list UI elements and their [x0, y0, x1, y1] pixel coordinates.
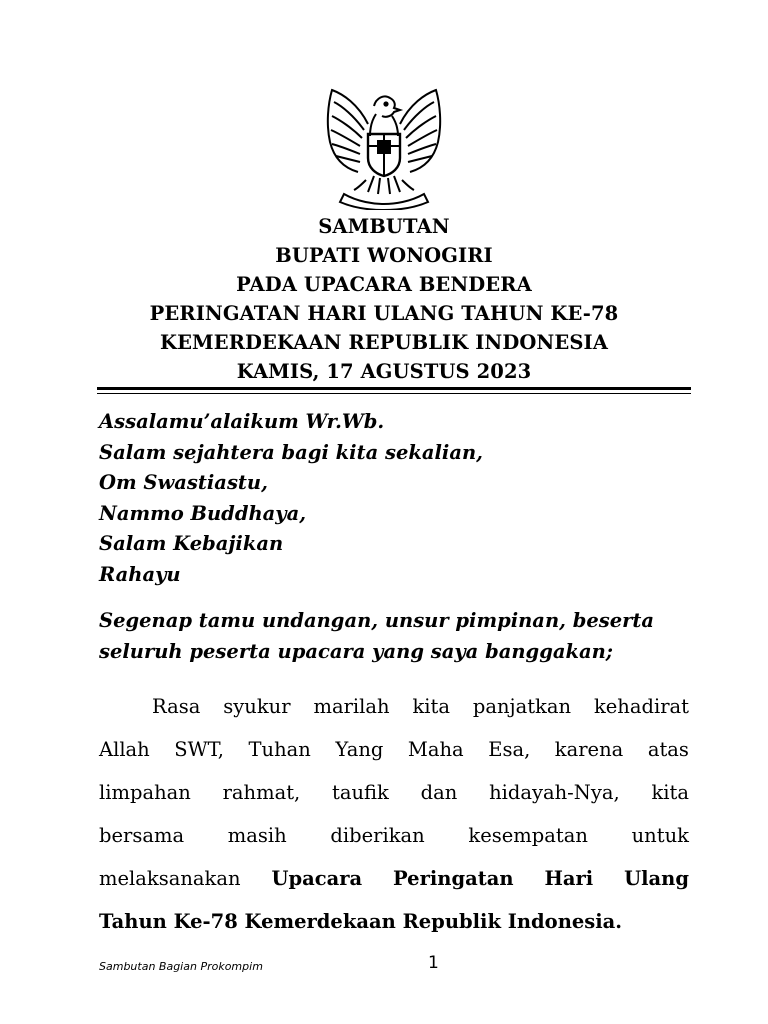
body-word: panjatkan: [472, 695, 572, 718]
title-line: KAMIS, 17 AGUSTUS 2023: [236, 360, 532, 383]
body-word: Esa,: [488, 738, 531, 761]
title-divider-thin: [97, 393, 691, 394]
greetings-block: [99, 407, 699, 590]
body-word: taufik: [332, 781, 389, 804]
body-word: untuk: [631, 824, 689, 847]
audience-line: Segenap tamu undangan, unsur pimpinan, beserta: [99, 609, 655, 632]
body-word: karena: [554, 738, 624, 761]
garuda-pancasila-emblem-icon: [318, 84, 450, 210]
body-line: [99, 900, 689, 943]
body-line: [99, 814, 689, 857]
body-word: kita: [412, 695, 450, 718]
title-line: PADA UPACARA BENDERA: [236, 273, 532, 296]
greeting-line: Salam sejahtera bagi kita sekalian,: [99, 440, 483, 464]
body-word: Rasa: [152, 695, 201, 718]
title-line: PERINGATAN HARI ULANG TAHUN KE-78: [149, 302, 619, 325]
body-word: limpahan: [99, 781, 191, 804]
greeting-line: Nammo Buddhaya,: [99, 501, 307, 525]
body-word: SWT,: [174, 738, 225, 761]
greeting-line: Salam Kebajikan: [99, 532, 284, 555]
title-line: BUPATI WONOGIRI: [275, 244, 493, 267]
body-word: marilah: [313, 695, 390, 718]
body-word: masih: [227, 824, 287, 847]
body-word: rahmat,: [222, 781, 301, 804]
title-line: SAMBUTAN: [318, 215, 450, 238]
body-paragraph: [99, 685, 689, 943]
body-word: atas: [647, 738, 689, 761]
audience-line: seluruh peserta upacara yang saya banggakan;: [99, 639, 613, 663]
title-line: KEMERDEKAAN REPUBLIK INDONESIA: [160, 331, 608, 354]
body-word-bold: Hari: [544, 867, 594, 890]
greeting-line: Rahayu: [99, 562, 181, 586]
body-word-bold: Peringatan: [393, 867, 514, 890]
body-word: Tuhan: [248, 738, 311, 761]
document-title: [60, 212, 708, 386]
greeting-line: Assalamu’alaikum Wr.Wb.: [99, 410, 385, 433]
body-word-bold: Ulang: [624, 867, 689, 890]
body-word: melaksanakan: [99, 867, 241, 890]
audience-address: [99, 606, 699, 667]
body-word: Allah: [99, 738, 150, 761]
body-word: diberikan: [330, 824, 425, 847]
body-word: dan: [420, 781, 458, 804]
body-word: kehadirat: [593, 695, 689, 718]
body-word: kita: [651, 781, 689, 804]
body-word: bersama: [99, 824, 185, 847]
body-line: [99, 771, 689, 814]
body-word: Maha: [407, 738, 464, 761]
body-word-bold: Upacara: [271, 867, 363, 890]
footer-note: Sambutan Bagian Prokompim: [99, 960, 263, 973]
body-word: hidayah-Nya,: [489, 781, 620, 804]
greeting-line: Om Swastiastu,: [99, 471, 268, 494]
body-line: [99, 857, 689, 900]
body-word: kesempatan: [468, 824, 588, 847]
body-bold-phrase: Tahun Ke-78 Kemerdekaan Republik Indonesia.: [99, 910, 623, 933]
page-number: 1: [428, 953, 439, 973]
body-line: [99, 685, 689, 728]
title-divider-thick: [97, 387, 691, 390]
body-word: syukur: [223, 695, 291, 718]
body-word: Yang: [335, 738, 384, 761]
body-line: [99, 728, 689, 771]
